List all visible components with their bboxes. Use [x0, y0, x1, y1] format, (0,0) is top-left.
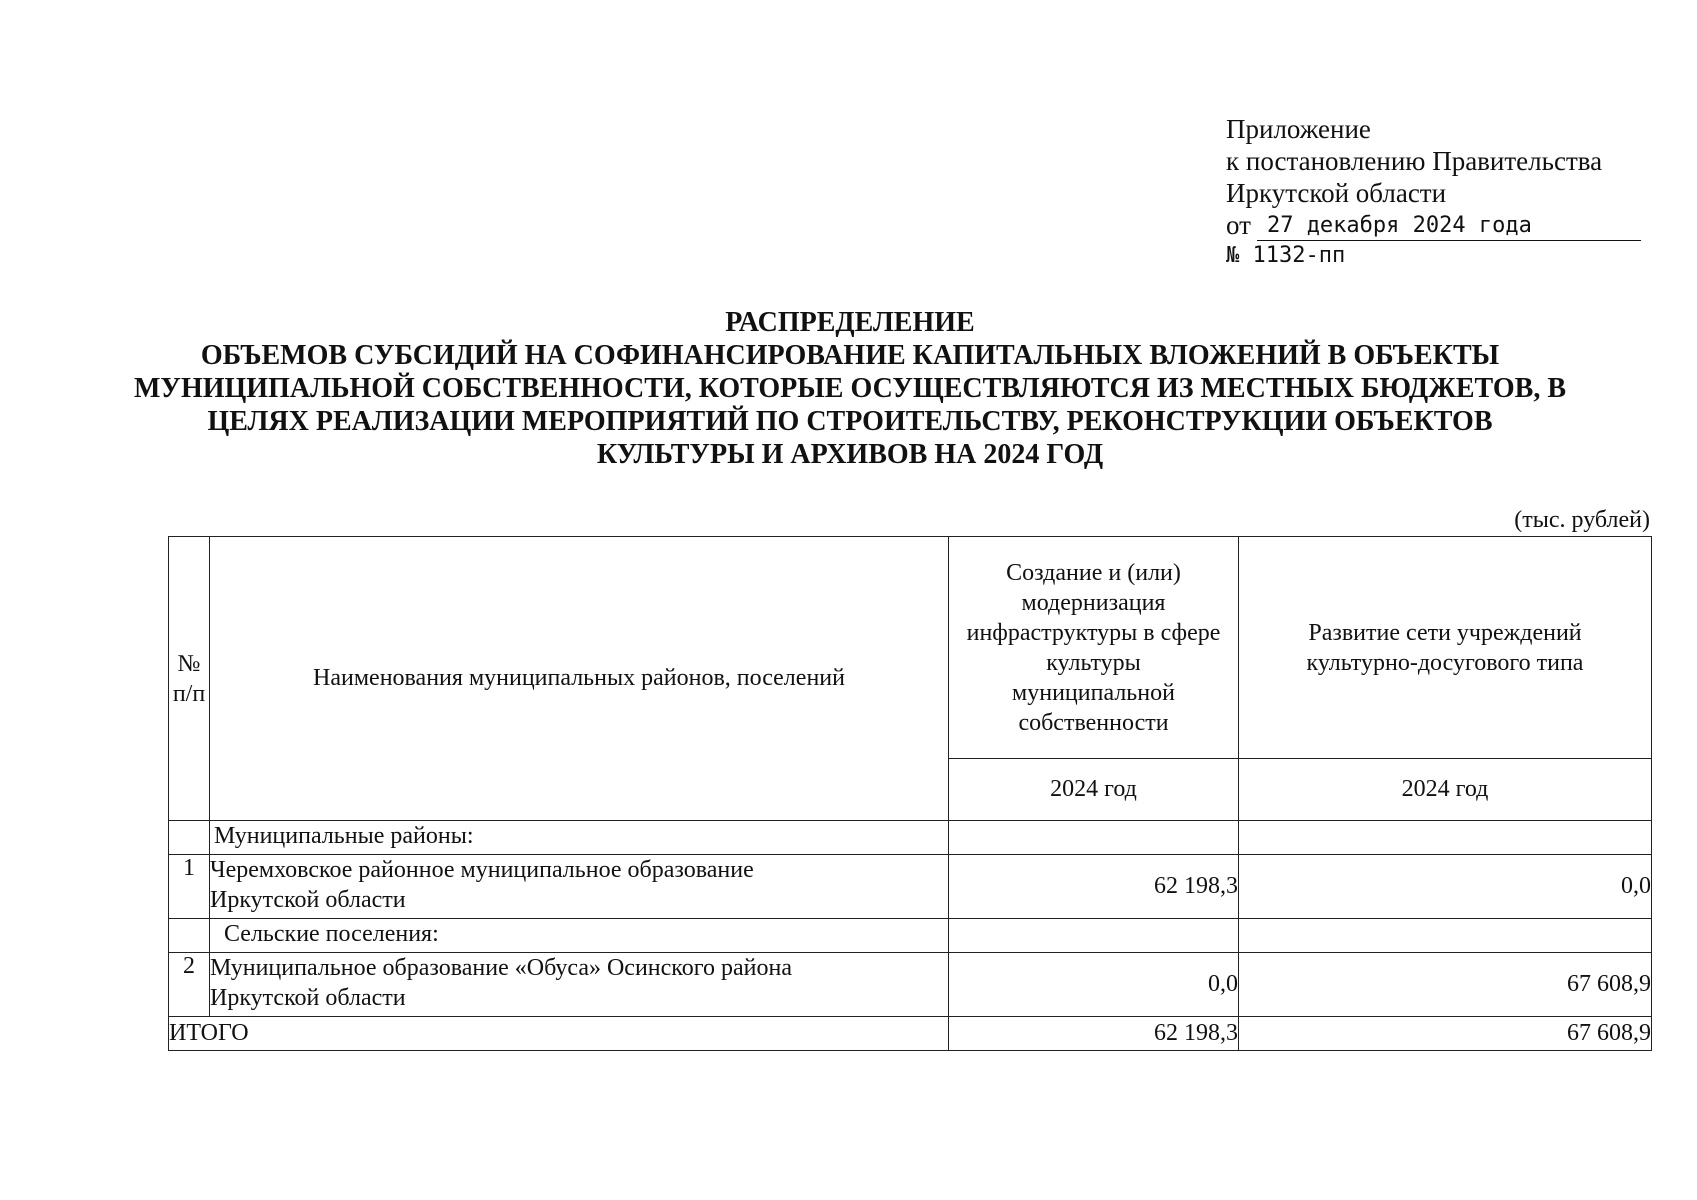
header-col-a-line: инфраструктуры в сфере: [966, 619, 1221, 646]
header-number: [169, 537, 210, 821]
section-cell-a: [949, 821, 1239, 855]
document-title: [110, 306, 1590, 471]
distribution-table: [168, 536, 1652, 1051]
section-cell-b: [1239, 821, 1652, 855]
header-number-abbr: п/п: [172, 680, 206, 707]
section-number-cell: [169, 821, 210, 855]
total-value-b: 67 608,9: [1239, 1017, 1652, 1051]
header-col-a-year: 2024 год: [949, 759, 1239, 821]
header-col-a-line: муниципальной: [1012, 679, 1175, 706]
appendix-title: Приложение: [1226, 114, 1371, 144]
table-row: [169, 953, 1652, 1017]
row-name-line: Муниципальное образование «Обуса» Осинского района: [210, 955, 792, 981]
row-name: [210, 855, 949, 919]
title-line-5: КУЛЬТУРЫ И АРХИВОВ НА 2024 ГОД: [596, 439, 1104, 470]
header-number-symbol: №: [177, 650, 201, 677]
header-col-b-year: 2024 год: [1239, 759, 1652, 821]
header-col-a-line: культуры: [1046, 649, 1141, 676]
header-col-a-line: Создание и (или): [1006, 559, 1181, 586]
table-row: [169, 855, 1652, 919]
header-col-a: [949, 537, 1239, 759]
header-col-a-line: модернизация: [1021, 589, 1166, 616]
appendix-date-prefix: от: [1226, 210, 1251, 240]
section-number-cell: [169, 919, 210, 953]
row-value-b: 0,0: [1239, 855, 1652, 919]
table-section-row: [169, 821, 1652, 855]
title-line-3: МУНИЦИПАЛЬНОЙ СОБСТВЕННОСТИ, КОТОРЫЕ ОСУЩЕСТВЛЯЮТСЯ ИЗ МЕСТНЫХ БЮДЖЕТОВ, В: [133, 373, 1566, 404]
row-name-line: Иркутской области: [210, 887, 406, 913]
row-value-a: 0,0: [949, 953, 1239, 1017]
appendix-date-line: [1226, 209, 1641, 241]
header-col-a-line: собственности: [1018, 709, 1169, 736]
header-col-b-line: Развитие сети учреждений: [1308, 619, 1582, 646]
appendix-number: № 1132-пп: [1226, 243, 1346, 268]
row-name: [210, 953, 949, 1017]
header-col-b-line: культурно-досугового типа: [1306, 649, 1584, 676]
table-section-row: [169, 919, 1652, 953]
table-total-row: [169, 1017, 1652, 1051]
row-number: 1: [169, 855, 210, 919]
section-cell-b: [1239, 919, 1652, 953]
section-label: Сельские поселения:: [210, 919, 949, 953]
title-line-1: РАСПРЕДЕЛЕНИЕ: [725, 307, 975, 338]
total-value-a: 62 198,3: [949, 1017, 1239, 1051]
appendix-region: Иркутской области: [1226, 178, 1447, 208]
row-value-b: 67 608,9: [1239, 953, 1652, 1017]
row-name-line: Черемховское районное муниципальное образование: [210, 857, 754, 883]
units-label: (тыс. рублей): [1514, 507, 1650, 533]
header-name: Наименования муниципальных районов, поселений: [210, 537, 949, 821]
appendix-date: 27 декабря 2024 года: [1257, 212, 1641, 241]
section-cell-a: [949, 919, 1239, 953]
row-value-a: 62 198,3: [949, 855, 1239, 919]
row-number: 2: [169, 953, 210, 1017]
title-line-2: ОБЪЕМОВ СУБСИДИЙ НА СОФИНАНСИРОВАНИЕ КАПИТАЛЬНЫХ ВЛОЖЕНИЙ В ОБЪЕКТЫ: [200, 340, 1500, 371]
table-header-row: [169, 537, 1652, 759]
row-name-line: Иркутской области: [210, 985, 406, 1011]
section-label: Муниципальные районы:: [210, 821, 949, 855]
title-line-4: ЦЕЛЯХ РЕАЛИЗАЦИИ МЕРОПРИЯТИЙ ПО СТРОИТЕЛЬСТВУ, РЕКОНСТРУКЦИИ ОБЪЕКТОВ: [207, 406, 1493, 437]
appendix-resolution: к постановлению Правительства: [1226, 146, 1603, 176]
header-col-b: [1239, 537, 1652, 759]
total-label: ИТОГО: [169, 1017, 949, 1051]
appendix-block: [1226, 113, 1641, 271]
